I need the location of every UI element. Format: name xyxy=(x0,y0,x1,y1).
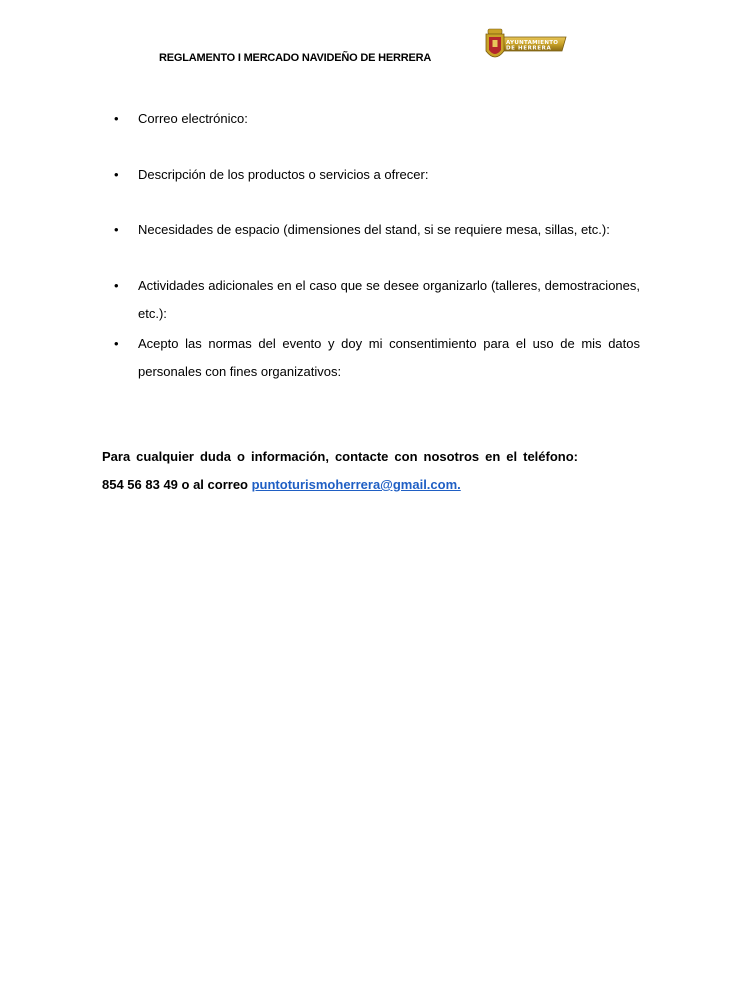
bullet-icon: • xyxy=(114,111,119,126)
bullet-icon: • xyxy=(114,167,119,182)
list-item-email xyxy=(114,105,640,133)
contact-info xyxy=(102,443,578,499)
page-header-title: REGLAMENTO I MERCADO NAVIDEÑO DE HERRERA xyxy=(159,52,432,64)
contact-intro-text: Para cualquier duda o información, contacte con nosotros en el teléfono: xyxy=(102,449,578,464)
list-item-text: Correo electrónico: xyxy=(138,111,248,126)
list-item-space-needs xyxy=(114,216,640,244)
municipality-logo xyxy=(484,27,568,67)
list-item-text: Actividades adicionales en el caso que se desee organizarlo (talleres, demostraciones, etc.): xyxy=(138,278,640,321)
list-item-activities xyxy=(114,272,640,328)
bullet-icon: • xyxy=(114,278,119,293)
contact-email-link[interactable]: puntoturismoherrera@gmail.com. xyxy=(251,477,461,492)
list-item-text: Descripción de los productos o servicios a ofrecer: xyxy=(138,167,429,182)
contact-phone-line xyxy=(102,471,578,499)
logo-text-line1: AYUNTAMIENTO xyxy=(506,40,559,46)
list-item-products xyxy=(114,161,640,189)
logo-text-line2: DE HERRERA xyxy=(506,45,552,52)
bullet-icon: • xyxy=(114,222,119,237)
contact-phone-text: 854 56 83 49 o al correo xyxy=(102,477,252,492)
list-item-consent xyxy=(114,330,640,386)
bullet-icon: • xyxy=(114,336,119,351)
coat-of-arms-icon xyxy=(484,27,568,67)
list-item-text: Acepto las normas del evento y doy mi consentimiento para el uso de mis datos personales con fines organizativos: xyxy=(138,336,640,379)
list-item-text: Necesidades de espacio (dimensiones del stand, si se requiere mesa, sillas, etc.): xyxy=(138,222,610,237)
